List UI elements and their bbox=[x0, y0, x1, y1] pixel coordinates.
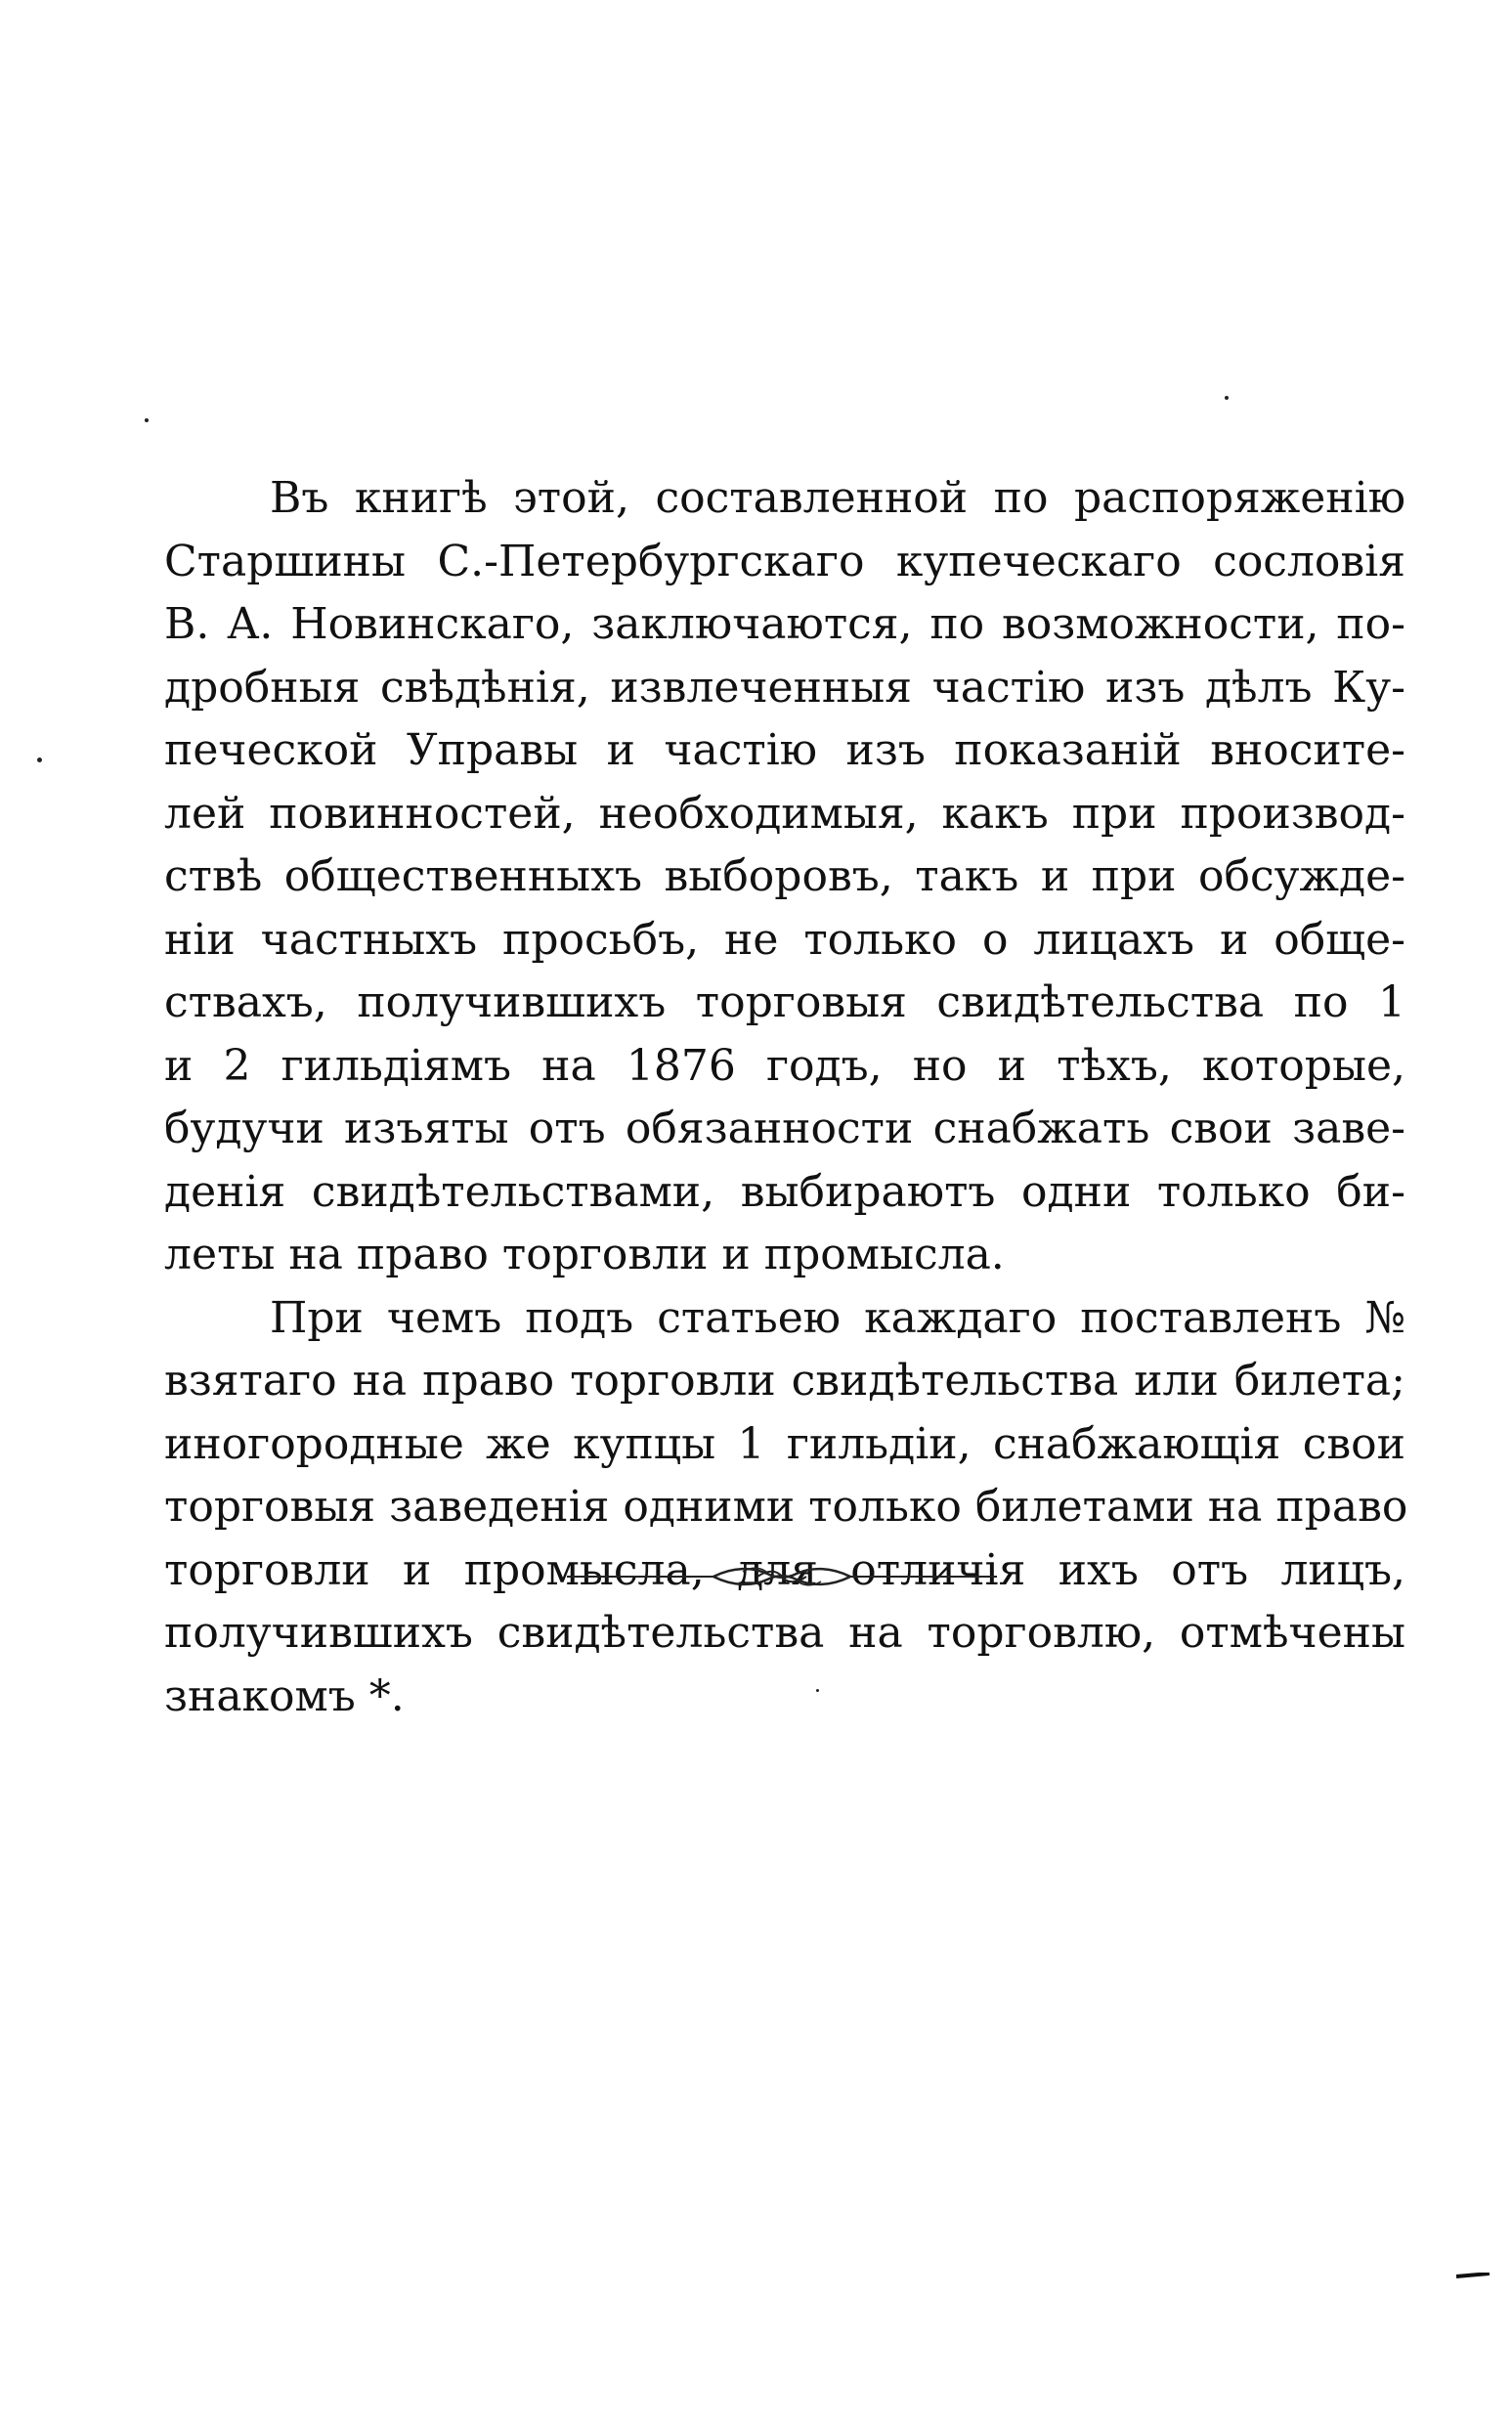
paragraph-2 bbox=[164, 1287, 1408, 1729]
text-line: леты на право торговли и промысла. bbox=[164, 1230, 1005, 1279]
text-line: В. А. Новинскаго, заключаются, по возможности, по- bbox=[164, 599, 1405, 649]
scan-edge-mark bbox=[1456, 2273, 1490, 2278]
text-line: печеской Управы и частію изъ показаній вносите- bbox=[164, 725, 1405, 775]
ornament-divider-icon bbox=[567, 1552, 997, 1601]
scan-speck bbox=[816, 1689, 819, 1692]
text-line: и 2 гильдіямъ на 1876 годъ, но и тѣхъ, которые, bbox=[164, 1040, 1405, 1091]
text-line: ніи частныхъ просьбъ, не только о лицахъ и обще- bbox=[164, 914, 1405, 965]
text-line: денія свидѣтельствами, выбираютъ одни только би- bbox=[164, 1166, 1405, 1217]
text-line: Въ книгѣ этой, составленной по распоряженію bbox=[270, 473, 1405, 523]
text-line: торговли и промысла, для отличія ихъ отъ лицъ, bbox=[164, 1544, 1405, 1595]
preface-text bbox=[164, 467, 1408, 1728]
text-line: ствѣ общественныхъ выборовъ, такъ и при обсужде- bbox=[164, 851, 1405, 901]
text-line: ствахъ, получившихъ торговыя свидѣтельства по 1 bbox=[164, 977, 1405, 1027]
text-line: знакомъ *. bbox=[164, 1670, 405, 1721]
scan-speck bbox=[145, 418, 149, 422]
text-line: Старшины С.-Петербургскаго купеческаго сословія bbox=[164, 536, 1405, 586]
text-line: дробныя свѣдѣнія, извлеченныя частію изъ дѣлъ Ку- bbox=[164, 662, 1405, 713]
text-line: получившихъ свидѣтельства на торговлю, отмѣчены bbox=[164, 1608, 1405, 1658]
text-line: лей повинностей, необходимыя, какъ при производ- bbox=[164, 788, 1405, 839]
text-line: торговыя заведенія одними только билетами на право bbox=[164, 1482, 1408, 1532]
text-line: иногородные же купцы 1 гильдіи, снабжающія свои bbox=[164, 1418, 1405, 1469]
text-line: будучи изъяты отъ обязанности снабжать свои заве- bbox=[164, 1104, 1405, 1153]
scan-speck bbox=[1225, 396, 1229, 400]
text-line: При чемъ подъ статьею каждаго поставленъ № bbox=[270, 1292, 1405, 1343]
paragraph-1 bbox=[164, 467, 1405, 1287]
text-line: взятаго на право торговли свидѣтельства или билета; bbox=[164, 1356, 1405, 1406]
scan-speck bbox=[37, 758, 42, 762]
